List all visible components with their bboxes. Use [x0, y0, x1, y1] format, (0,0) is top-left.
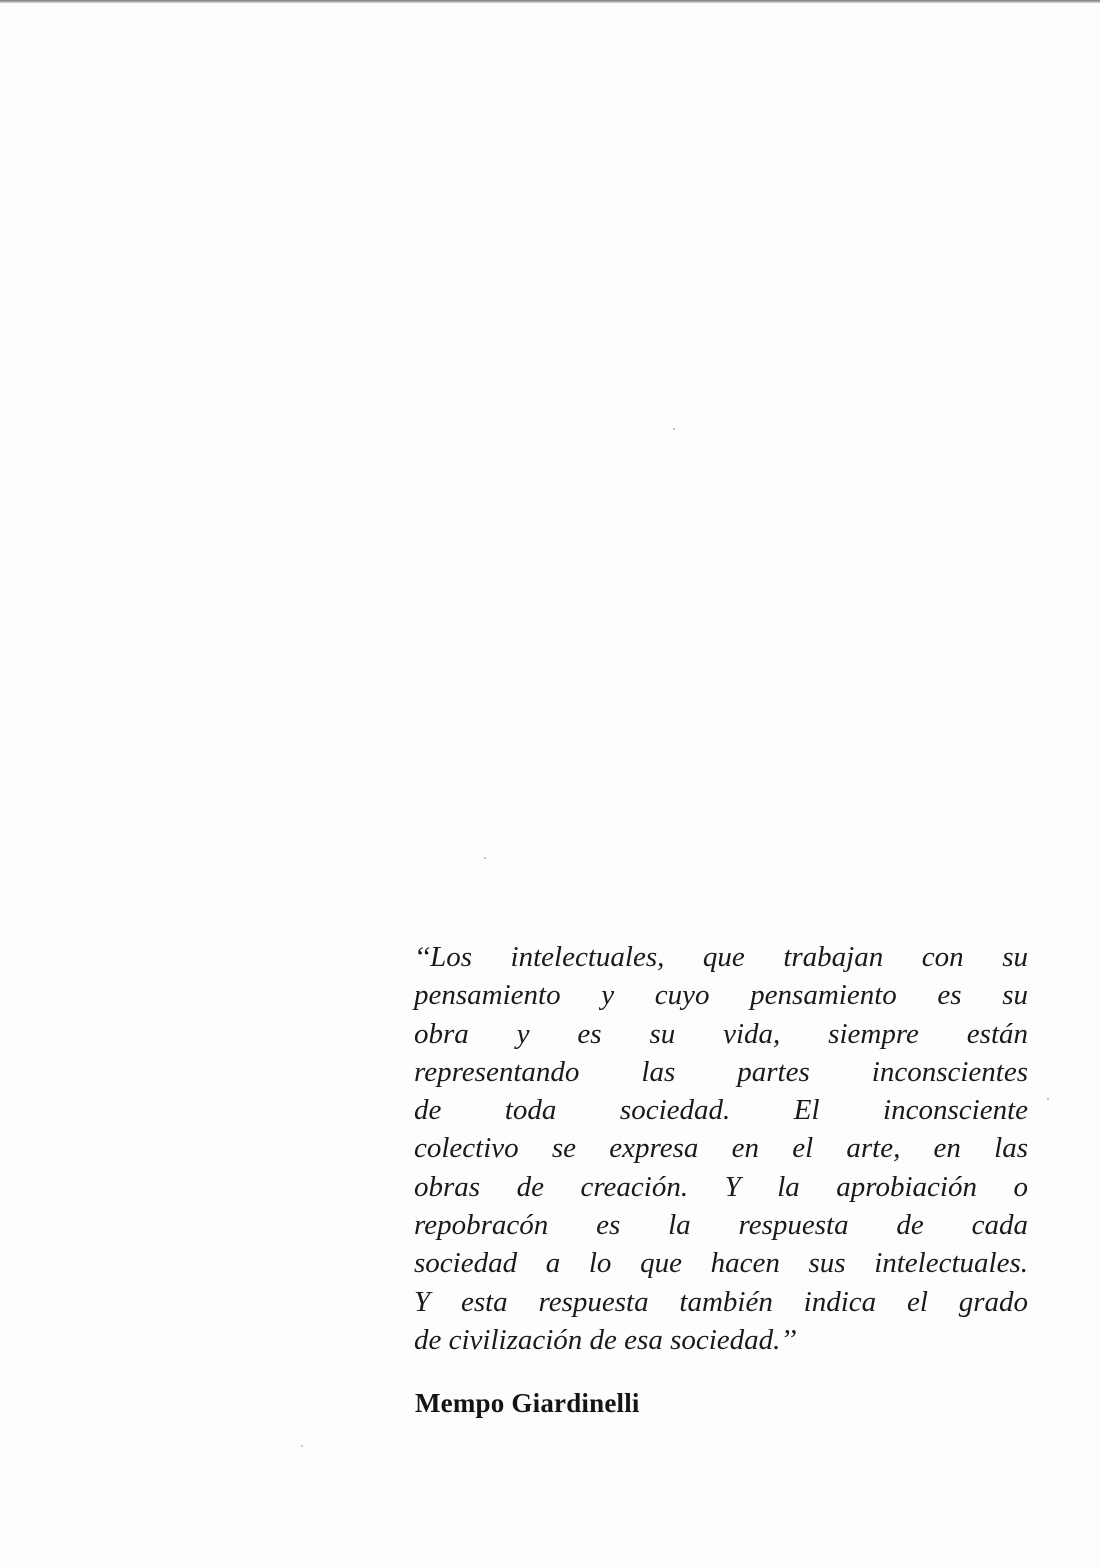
scan-speck: [673, 428, 675, 430]
quote-line: colectivo se expresa en el arte, en las: [414, 1132, 1028, 1165]
quote-line: de civilización de esa sociedad.’’: [414, 1323, 797, 1356]
quote-line: obras de creación. Y la aprobiación o: [414, 1170, 1028, 1203]
quote-line: representando las partes inconscientes: [414, 1055, 1028, 1088]
scan-speck: [1047, 1098, 1049, 1100]
scan-speck: [301, 1445, 303, 1447]
scan-speck: [484, 857, 486, 859]
quote-line: pensamiento y cuyo pensamiento es su: [414, 979, 1028, 1012]
quote-line: de toda sociedad. El inconsciente: [414, 1094, 1028, 1127]
page-top-edge: [0, 0, 1100, 3]
quote-line: obra y es su vida, siempre están: [414, 1017, 1028, 1050]
quote-line: sociedad a lo que hacen sus intelectuales.: [414, 1247, 1028, 1280]
quote-line: repobracón es la respuesta de cada: [414, 1209, 1028, 1242]
epigraph-quote: [414, 938, 1028, 1359]
quote-line: Y esta respuesta también indica el grado: [414, 1285, 1028, 1318]
quote-line: ‘‘Los intelectuales, que trabajan con su: [414, 941, 1028, 973]
quote-author: Mempo Giardinelli: [415, 1388, 640, 1418]
